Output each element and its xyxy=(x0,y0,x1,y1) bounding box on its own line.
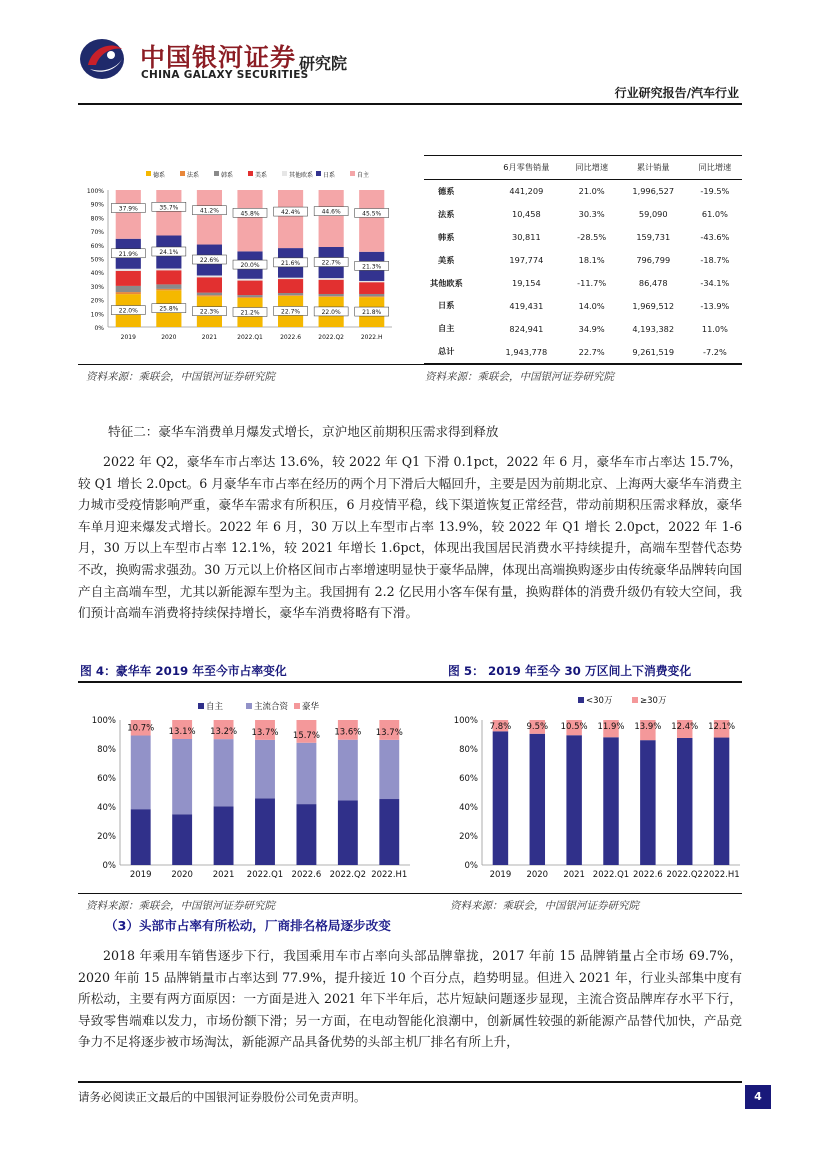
institute-label: 研究院 xyxy=(299,54,348,73)
bar-segment xyxy=(237,297,262,298)
x-tick-label: 2020 xyxy=(161,334,177,341)
bar-segment xyxy=(359,294,384,296)
y-tick-label: 0% xyxy=(464,861,478,871)
table-cell: 159,731 xyxy=(636,232,671,243)
x-tick-label: 2019 xyxy=(489,870,512,880)
legend-swatch xyxy=(282,171,287,176)
y-tick-label: 100% xyxy=(453,716,478,726)
table-cell: 61.0% xyxy=(701,209,728,220)
table-cell: -34.1% xyxy=(700,278,730,288)
bar-segment xyxy=(338,740,358,801)
fig-source-right: 资料来源：乘联会，中国银河证券研究院 xyxy=(450,900,639,912)
data-label-above-30w: 9.5% xyxy=(526,721,549,732)
bar-segment xyxy=(530,734,545,865)
legend-label: 豪华 xyxy=(302,702,320,712)
bar-segment xyxy=(278,278,303,279)
y-tick-label: 30% xyxy=(90,283,104,291)
row-label: 总计 xyxy=(424,340,488,363)
table-row xyxy=(424,203,742,226)
paragraph-concentration xyxy=(78,945,742,1053)
table-cell: 14.0% xyxy=(578,300,605,311)
header-divider xyxy=(78,103,742,105)
data-label-luxury: 10.7% xyxy=(127,723,155,734)
legend-swatch xyxy=(198,703,204,709)
legend-swatch xyxy=(180,171,185,176)
data-label-japanese: 22.7% xyxy=(321,259,341,267)
footer-divider xyxy=(78,1081,742,1083)
x-tick-label: 2019 xyxy=(129,870,152,880)
paragraph-text: 2018 年乘用车销售逐步下行，我国乘用车市占率向头部品牌靠拢，2017 年前 15 品牌销量占全市场 69.7%，2020 年前 15 品牌销量市占率达到 77.9%，提升接近 10 个百分点，趋势明显。但进入 2021 年，行业头部集中度有所松动，主要有两方面原因：一方面是进入 2021 年下半年后，芯片短缺问题逐步显现，主流合资品牌库存水平下行，导致零售端难以发力，市场份额下滑；另一方面，在电动智能化浪潮中，创新属性较强的新能源产品替代加快，产品竞争力不足将逐步被市场淘汰，新能源产品具备优势的头部主机厂排名有所上升， xyxy=(78,948,742,1050)
legend-swatch xyxy=(350,171,355,176)
table-cell: -18.7% xyxy=(700,255,730,266)
bar-segment xyxy=(214,806,234,865)
legend-label: 韩系 xyxy=(221,172,234,179)
price-segment-chart xyxy=(448,690,748,890)
bar-segment xyxy=(255,798,275,865)
y-tick-label: 0% xyxy=(102,861,116,871)
source-note-right: 资料来源：乘联会，中国银河证券研究院 xyxy=(425,371,614,383)
table-cell: 197,774 xyxy=(509,255,544,266)
data-label-luxury: 13.6% xyxy=(334,727,362,738)
bar-segment xyxy=(156,270,181,284)
x-tick-label: 2022.Q2 xyxy=(666,870,703,880)
bar-segment xyxy=(255,740,275,798)
bar-segment xyxy=(296,804,316,865)
bar-segment xyxy=(116,190,141,239)
bar-segment xyxy=(237,190,262,251)
y-tick-label: 60% xyxy=(97,774,116,784)
bar-segment xyxy=(359,296,384,297)
data-label-japanese: 22.6% xyxy=(199,257,219,265)
table-header-cell: 同比增速 xyxy=(565,156,619,180)
bar-segment xyxy=(359,190,384,252)
bar-segment xyxy=(493,731,508,865)
bar-segment xyxy=(379,740,399,799)
legend-swatch xyxy=(146,171,151,176)
x-tick-label: 2022.6 xyxy=(291,870,322,880)
disclaimer-note: 请务必阅读正文最后的中国银河证券股份公司免责声明。 xyxy=(78,1090,366,1104)
data-label-luxury: 13.2% xyxy=(210,727,238,738)
y-tick-label: 80% xyxy=(90,215,104,223)
legend-label: 自主 xyxy=(357,172,370,179)
table-row xyxy=(424,226,742,249)
data-label-above-30w: 13.9% xyxy=(634,721,662,732)
table-header-cell: 累计销量 xyxy=(619,156,688,180)
data-label-japanese: 21.6% xyxy=(281,259,301,267)
bar-segment xyxy=(156,289,181,290)
y-tick-label: 90% xyxy=(90,201,104,209)
table-cell: 21.0% xyxy=(578,186,605,197)
table-cell: 9,261,519 xyxy=(619,340,688,363)
y-tick-label: 60% xyxy=(90,242,104,250)
y-tick-label: 10% xyxy=(90,311,104,319)
x-tick-label: 2022.H1 xyxy=(371,870,408,880)
table-cell: 796,799 xyxy=(636,255,671,266)
legend-swatch xyxy=(316,171,321,176)
data-label-domestic: 45.5% xyxy=(362,210,382,218)
table-cell: 22.7% xyxy=(565,340,619,363)
data-label-japanese: 20.0% xyxy=(240,262,260,270)
bar-segment xyxy=(197,190,222,245)
row-label: 美系 xyxy=(438,254,455,265)
data-label-german: 21.8% xyxy=(362,309,382,317)
table-row xyxy=(424,294,742,317)
bar-segment xyxy=(131,809,151,865)
row-label: 日系 xyxy=(438,300,455,311)
bar-segment xyxy=(359,282,384,294)
table-cell: 19,154 xyxy=(512,278,541,288)
data-label-above-30w: 12.4% xyxy=(671,721,699,732)
paragraph-text: 2022 年 Q2，豪华车市占率达 13.6%，较 2022 年 Q1 下滑 0.1pct，2022 年 6 月，豪华车市占率达 15.7%，较 Q1 增长 2.0pct。6 月豪华车市占率在经历的两个月下滑后大幅回升，主要是因为前期北京、上海两大豪华车消费主力城市受疫情影响严重，豪华车需求有所积压，6 月疫情平稳，线下渠道恢复正常经营，带动前期积压需求释放，豪华车单月迎来爆发式增长。2022 年 6 月，30 万以上车型市占率 13.9%，较 2022 年 Q1 增长 2.0pct，2022 年 1-6 月，30 万以上车型市占率 12.1%，较 2021 年增长 1.6pct，体现出我国居民消费水平持续提升，高端车型替代态势不改，换购需求强劲。30 万元以上价格区间市占率增速明显快于豪华品牌，体现出高端换购逐步由传统豪华品牌转向国产自主高端车型，尤其以新能源车型为主。我国拥有 2.2 亿民用小客车保有量，换购群体的消费升级仍有较大空间，我们预计高端车消费将持续保持增长，豪华车消费将略有下滑。 xyxy=(78,454,742,621)
y-tick-label: 20% xyxy=(90,297,104,305)
legend-label: 日系 xyxy=(323,172,336,179)
legend-swatch xyxy=(294,703,300,709)
data-label-above-30w: 7.8% xyxy=(489,721,512,732)
bar-segment xyxy=(566,735,581,865)
bar-segment xyxy=(131,736,151,810)
table-header-row xyxy=(424,156,742,180)
data-label-luxury: 13.1% xyxy=(168,727,196,738)
bar-segment xyxy=(156,190,181,235)
bar-segment xyxy=(338,800,358,865)
table-header-cell: 同比增速 xyxy=(688,156,742,180)
legend-label: <30万 xyxy=(586,696,613,706)
data-label-german: 21.2% xyxy=(240,309,260,317)
bar-segment xyxy=(237,295,262,297)
paragraph-luxury xyxy=(78,451,742,624)
table-cell: 30.3% xyxy=(578,209,605,220)
source-note-left: 资料来源：乘联会，中国银河证券研究院 xyxy=(86,371,275,383)
y-tick-label: 100% xyxy=(86,188,104,195)
bar-segment xyxy=(156,269,181,271)
x-tick-label: 2021 xyxy=(201,334,218,341)
table-row xyxy=(424,249,742,272)
bar-segment xyxy=(278,279,303,293)
x-tick-label: 2021 xyxy=(563,870,585,880)
data-label-above-30w: 11.9% xyxy=(597,721,625,732)
bar-segment xyxy=(197,275,222,277)
legend-swatch xyxy=(632,697,638,703)
x-tick-label: 2021 xyxy=(212,870,235,880)
fig4-title: 图 4：豪华车 2019 年至今市占率变化 xyxy=(80,664,287,678)
table-cell: 59,090 xyxy=(638,209,668,220)
brand-name-cn: 中国银河证券 xyxy=(140,43,297,72)
table-cell: 441,209 xyxy=(509,186,544,197)
row-label: 德系 xyxy=(438,185,455,196)
bar-segment xyxy=(237,281,262,296)
legend-swatch xyxy=(214,171,219,176)
data-label-domestic: 37.9% xyxy=(118,205,138,213)
x-tick-label: 2022.Q1 xyxy=(237,334,263,341)
y-tick-label: 40% xyxy=(90,270,104,278)
bar-segment xyxy=(278,295,303,296)
data-label-domestic: 35.7% xyxy=(159,204,179,212)
bar-segment xyxy=(296,743,316,804)
legend-label: 美系 xyxy=(255,172,268,179)
x-tick-label: 2022.Q2 xyxy=(329,870,367,880)
bar-segment xyxy=(278,190,303,248)
report-type: 行业研究报告/汽车行业 xyxy=(614,86,739,100)
legend-label: ≥30万 xyxy=(640,696,667,706)
data-label-domestic: 44.6% xyxy=(321,208,341,216)
x-tick-label: 2020 xyxy=(171,870,193,880)
source-divider xyxy=(78,364,742,365)
table-cell: 1,969,512 xyxy=(632,300,675,311)
bar-segment xyxy=(197,277,222,292)
table-cell: 18.1% xyxy=(578,255,605,266)
bar-segment xyxy=(172,814,192,865)
feature-heading: 特征二：豪华车消费单月爆发式增长，京沪地区前期积压需求得到释放 xyxy=(108,424,499,439)
figure-title-divider xyxy=(78,681,742,683)
bar-segment xyxy=(237,279,262,281)
bar-segment xyxy=(640,740,655,865)
legend-label: 主流合资 xyxy=(254,702,289,712)
x-tick-label: 2022.H1 xyxy=(703,870,740,880)
data-label-japanese: 21.3% xyxy=(362,263,382,271)
data-label-luxury: 15.7% xyxy=(292,730,320,741)
data-label-japanese: 21.9% xyxy=(118,250,138,258)
bar-segment xyxy=(156,284,181,289)
sales-table xyxy=(424,155,742,364)
data-label-domestic: 42.4% xyxy=(281,209,301,217)
x-tick-label: 2022.H xyxy=(360,334,383,341)
legend-label: 德系 xyxy=(153,172,166,179)
data-label-above-30w: 10.5% xyxy=(560,721,588,732)
bar-segment xyxy=(116,286,141,292)
table-header-cell: 6月零售销量 xyxy=(488,156,564,180)
bar-segment xyxy=(677,738,692,865)
table-cell: -13.9% xyxy=(700,300,730,311)
legend-swatch xyxy=(578,697,584,703)
section-heading: （3）头部市占率有所松动，厂商排名格局逐步改变 xyxy=(105,918,391,933)
data-label-above-30w: 12.1% xyxy=(708,721,736,732)
bar-segment xyxy=(359,281,384,282)
data-label-german: 22.3% xyxy=(199,308,219,316)
table-cell: 1,996,527 xyxy=(632,186,675,197)
table-cell: -19.5% xyxy=(700,186,730,197)
page-number: 4 xyxy=(745,1085,771,1109)
brand-share-chart xyxy=(80,150,410,350)
bar-segment xyxy=(116,271,141,286)
table-cell: 86,478 xyxy=(638,278,668,288)
row-label: 自主 xyxy=(438,323,455,334)
data-label-japanese: 24.1% xyxy=(159,248,179,256)
fig-source-divider xyxy=(78,893,742,894)
legend-label: 其他欧系 xyxy=(289,172,314,179)
x-tick-label: 2022.Q1 xyxy=(246,870,284,880)
data-label-luxury: 13.7% xyxy=(251,727,279,738)
bar-segment xyxy=(278,293,303,295)
table-cell: 10,458 xyxy=(512,209,541,220)
data-label-german: 22.0% xyxy=(118,307,138,315)
y-tick-label: 100% xyxy=(91,716,116,726)
table-cell: 824,941 xyxy=(509,323,544,334)
data-label-luxury: 13.7% xyxy=(375,727,403,738)
legend-label: 法系 xyxy=(187,172,200,179)
bar-segment xyxy=(197,293,222,296)
y-tick-label: 80% xyxy=(97,745,116,755)
y-tick-label: 40% xyxy=(97,803,116,813)
bar-segment xyxy=(197,295,222,296)
legend-swatch xyxy=(246,703,252,709)
table-row xyxy=(424,317,742,340)
y-tick-label: 40% xyxy=(459,803,478,813)
bar-segment xyxy=(603,737,618,865)
table-row-total xyxy=(424,340,742,363)
data-label-german: 25.8% xyxy=(159,305,179,313)
table-cell: 1,943,778 xyxy=(488,340,564,363)
table-cell: 30,811 xyxy=(512,232,541,243)
row-label: 韩系 xyxy=(438,231,455,242)
table-cell: -43.6% xyxy=(700,232,730,243)
y-tick-label: 70% xyxy=(90,229,104,237)
x-tick-label: 2020 xyxy=(526,870,549,880)
row-label: 法系 xyxy=(438,208,455,219)
table-header-cell xyxy=(424,156,488,180)
bar-segment xyxy=(319,190,344,247)
bar-segment xyxy=(172,739,192,814)
bar-segment xyxy=(214,739,234,806)
legend-label: 自主 xyxy=(206,702,224,712)
bar-segment xyxy=(319,280,344,294)
x-tick-label: 2022.6 xyxy=(632,870,663,880)
bar-segment xyxy=(379,799,399,865)
data-label-domestic: 45.8% xyxy=(240,210,260,218)
data-label-german: 22.7% xyxy=(281,308,301,316)
table-cell: -28.5% xyxy=(577,232,607,243)
fig-source-left: 资料来源：乘联会，中国银河证券研究院 xyxy=(86,900,275,912)
table-cell: 419,431 xyxy=(509,300,544,311)
bar-segment xyxy=(714,738,729,865)
y-tick-label: 20% xyxy=(459,832,478,842)
table-cell: 34.9% xyxy=(578,323,605,334)
bar-segment xyxy=(319,296,344,297)
brand-name-en: CHINA GALAXY SECURITIES xyxy=(141,69,309,81)
bar-segment xyxy=(116,269,141,271)
y-tick-label: 20% xyxy=(97,832,116,842)
y-tick-label: 60% xyxy=(459,774,478,784)
table-cell: 11.0% xyxy=(701,323,728,334)
bar-segment xyxy=(319,278,344,280)
y-tick-label: 0% xyxy=(94,325,104,332)
x-tick-label: 2022.Q2 xyxy=(318,334,345,341)
luxury-share-chart xyxy=(80,690,420,890)
x-tick-label: 2022.Q1 xyxy=(592,870,630,880)
row-label: 其他欧系 xyxy=(430,277,463,288)
data-label-german: 22.0% xyxy=(321,308,341,316)
table-row xyxy=(424,272,742,295)
fig5-title: 图 5： 2019 年至今 30 万区间上下消费变化 xyxy=(448,664,692,678)
y-tick-label: 50% xyxy=(90,256,104,264)
x-tick-label: 2019 xyxy=(120,334,136,341)
legend-swatch xyxy=(248,171,253,176)
x-tick-label: 2022.6 xyxy=(280,334,302,341)
bar-segment xyxy=(319,294,344,296)
table-row xyxy=(424,180,742,203)
table-cell: 4,193,382 xyxy=(632,323,675,334)
bar-segment xyxy=(116,292,141,294)
y-tick-label: 80% xyxy=(459,745,478,755)
table-cell: -11.7% xyxy=(577,278,607,288)
company-logo-icon xyxy=(78,35,130,83)
table-cell: -7.2% xyxy=(688,340,742,363)
data-label-domestic: 41.2% xyxy=(199,207,219,215)
